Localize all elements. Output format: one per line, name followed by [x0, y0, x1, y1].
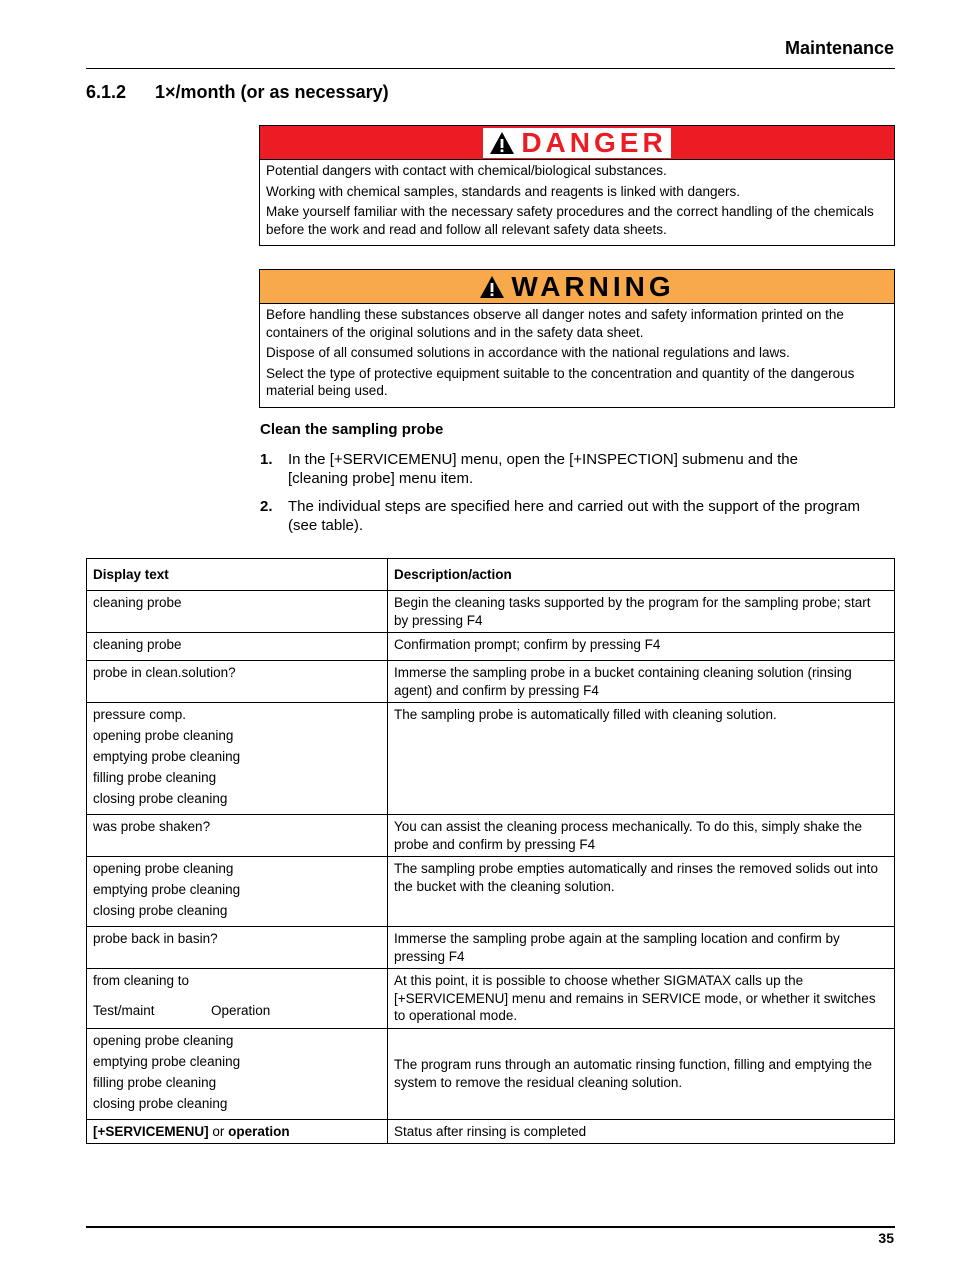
warning-banner — [260, 270, 894, 304]
danger-line: Make yourself familiar with the necessary safety procedures and the correct handling of the chemicals before the work and read and follow all relevant safety data sheets. — [266, 204, 874, 237]
display-text: from cleaning to — [93, 973, 190, 988]
display-text: pressure comp. — [93, 707, 187, 722]
table-row — [87, 703, 895, 815]
footer-rule — [86, 1226, 895, 1228]
description-cell: Begin the cleaning tasks supported by the program for the sampling probe; start by pressing F4 — [388, 591, 895, 633]
table-row — [87, 1028, 895, 1119]
danger-banner — [260, 126, 894, 160]
danger-line: Potential dangers with contact with chemical/biological substances. — [266, 163, 667, 178]
display-text: cleaning probe — [93, 637, 182, 652]
warning-line: Dispose of all consumed solutions in accordance with the national regulations and laws. — [266, 345, 790, 360]
display-text: emptying probe cleaning — [93, 1053, 241, 1069]
display-text: filling probe cleaning — [93, 770, 217, 785]
description-cell: Confirmation prompt; confirm by pressing F4 — [388, 633, 895, 661]
final-status-cell — [87, 1119, 388, 1144]
table-row — [87, 661, 895, 703]
warning-label: WARNING — [511, 270, 675, 302]
warning-line: Select the type of protective equipment suitable to the concentration and quantity of the dangerous material being used. — [266, 365, 855, 398]
warning-notice — [259, 269, 895, 408]
option-test-maint: Test/maint — [93, 1002, 155, 1018]
display-text: probe back in basin? — [93, 931, 218, 946]
warning-triangle-icon — [479, 275, 505, 299]
table-row — [87, 969, 895, 1029]
table-row — [87, 591, 895, 633]
description-cell: Status after rinsing is completed — [388, 1119, 895, 1144]
procedure-step — [260, 450, 860, 488]
display-text: probe in clean.solution? — [93, 665, 236, 680]
display-text: closing probe cleaning — [93, 791, 228, 806]
operation-label: operation — [228, 1123, 290, 1139]
warning-line: Before handling these substances observe all danger notes and safety information printed on the containers of the original solutions and in the safety data sheet. — [266, 307, 844, 340]
display-text: emptying probe cleaning — [93, 882, 241, 897]
column-header-description: Description/action — [388, 559, 895, 591]
step-number: 2. — [260, 498, 273, 515]
display-text: opening probe cleaning — [93, 1032, 234, 1048]
table-row — [87, 927, 895, 969]
description-cell: The program runs through an automatic rinsing function, filling and emptying the system to remove the residual cleaning solution. — [388, 1028, 895, 1119]
display-text: emptying probe cleaning — [93, 749, 241, 764]
table-row — [87, 633, 895, 661]
danger-notice — [259, 125, 895, 246]
description-cell: At this point, it is possible to choose whether SIGMATAX calls up the [+SERVICEMENU] menu and remains in SERVICE mode, or whether it switches to operational mode. — [388, 969, 895, 1029]
or-label: or — [208, 1123, 229, 1139]
display-text: was probe shaken? — [93, 819, 211, 834]
step-number: 1. — [260, 451, 273, 468]
page-header-title: Maintenance — [784, 38, 894, 58]
procedure-step — [260, 497, 860, 535]
description-cell: Immerse the sampling probe again at the sampling location and confirm by pressing F4 — [388, 927, 895, 969]
display-text: filling probe cleaning — [93, 1074, 217, 1090]
display-text: cleaning probe — [93, 595, 182, 610]
description-cell: The sampling probe is automatically filled with cleaning solution. — [388, 703, 895, 815]
step-text: The individual steps are specified here and carried out with the support of the program (see table). — [288, 498, 860, 534]
display-text: closing probe cleaning — [93, 1095, 228, 1111]
description-cell: The sampling probe empties automatically and rinses the removed solids out into the bucket with the cleaning solution. — [388, 857, 895, 927]
table-row — [87, 815, 895, 857]
display-text: opening probe cleaning — [93, 728, 234, 743]
warning-body — [260, 304, 894, 407]
display-text: closing probe cleaning — [93, 903, 228, 918]
page-number: 35 — [878, 1230, 894, 1246]
section-heading — [86, 82, 389, 103]
table-row — [87, 1119, 895, 1144]
display-text: opening probe cleaning — [93, 861, 234, 876]
display-text-table — [86, 558, 895, 1144]
danger-body — [260, 160, 894, 245]
option-operation: Operation — [211, 1002, 271, 1018]
servicemenu-label: [+SERVICEMENU] — [93, 1123, 209, 1139]
description-cell: You can assist the cleaning process mechanically. To do this, simply shake the probe and confirm by pressing F4 — [388, 815, 895, 857]
section-number: 6.1.2 — [86, 82, 127, 102]
section-title: 1×/month (or as necessary) — [155, 82, 389, 102]
procedure-heading: Clean the sampling probe — [260, 421, 444, 438]
danger-line: Working with chemical samples, standards and reagents is linked with dangers. — [266, 183, 740, 199]
description-cell: Immerse the sampling probe in a bucket containing cleaning solution (rinsing agent) and confirm by pressing F4 — [388, 661, 895, 703]
procedure-steps — [260, 450, 860, 544]
danger-label: DANGER — [521, 126, 667, 158]
header-rule — [86, 68, 895, 69]
warning-triangle-icon — [489, 131, 515, 155]
table-header-row — [87, 559, 895, 591]
step-text: In the [+SERVICEMENU] menu, open the [+INSPECTION] submenu and the [cleaning probe] menu item. — [288, 451, 798, 487]
column-header-display-text: Display text — [87, 559, 388, 591]
table-row — [87, 857, 895, 927]
